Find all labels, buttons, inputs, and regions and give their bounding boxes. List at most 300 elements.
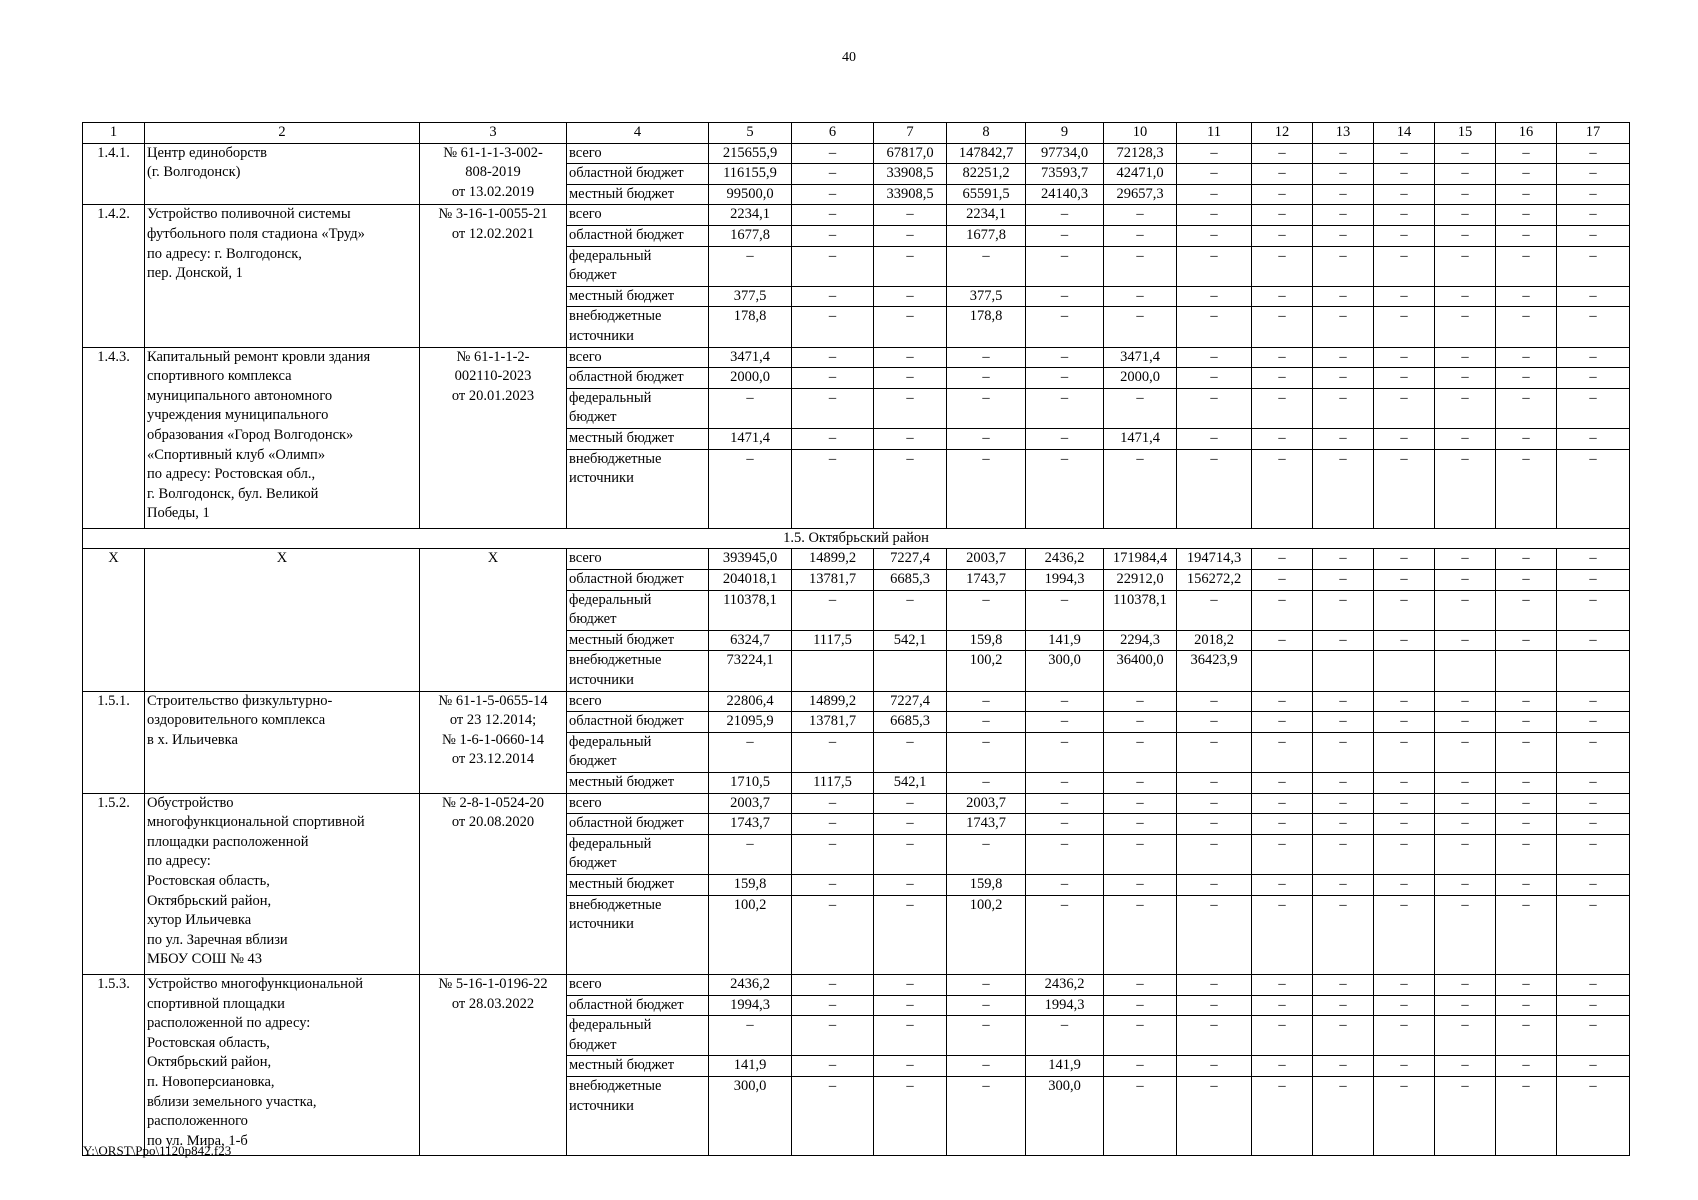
- value-cell: –: [1252, 225, 1313, 246]
- value-cell: –: [792, 732, 874, 772]
- text-line: областной бюджет: [569, 713, 684, 730]
- value-cell: –: [874, 449, 947, 528]
- text-line: футбольного поля стадиона «Труд»: [147, 225, 365, 242]
- text-line: № 5-16-1-0196-22: [438, 975, 548, 992]
- value-cell: –: [874, 874, 947, 895]
- value-cell: 36400,0: [1104, 651, 1177, 691]
- value-cell: –: [1313, 712, 1374, 733]
- text-line: областной бюджет: [569, 996, 684, 1013]
- value-cell: –: [1104, 974, 1177, 995]
- text-line: бюджет: [569, 409, 617, 426]
- funding-source: [567, 814, 709, 835]
- value-cell: –: [1435, 164, 1496, 185]
- value-cell: 116155,9: [709, 164, 792, 185]
- value-cell: –: [947, 449, 1026, 528]
- value-cell: –: [1435, 793, 1496, 814]
- value-cell: –: [1252, 549, 1313, 570]
- value-cell: –: [1435, 570, 1496, 591]
- value-cell: –: [792, 388, 874, 428]
- value-cell: –: [1104, 712, 1177, 733]
- value-cell: –: [1252, 1056, 1313, 1077]
- text-line: п. Новоперсиановка,: [147, 1073, 275, 1090]
- value-cell: –: [947, 590, 1026, 630]
- text-line: источники: [569, 470, 634, 487]
- table-row: [83, 143, 1630, 164]
- text-line: местный бюджет: [569, 1057, 675, 1074]
- funding-source: [567, 651, 709, 691]
- value-cell: –: [1557, 246, 1630, 286]
- value-cell: –: [1177, 428, 1252, 449]
- value-cell: –: [1435, 814, 1496, 835]
- value-cell: 1677,8: [709, 225, 792, 246]
- value-cell: 2436,2: [1026, 974, 1104, 995]
- item-number: X: [83, 549, 145, 691]
- value-cell: –: [1104, 205, 1177, 226]
- value-cell: –: [792, 1016, 874, 1056]
- item-name: [145, 347, 420, 528]
- value-cell: –: [1374, 630, 1435, 651]
- value-cell: –: [1557, 712, 1630, 733]
- text-line: федеральный: [569, 389, 652, 406]
- value-cell: 24140,3: [1026, 184, 1104, 205]
- value-cell: –: [874, 388, 947, 428]
- value-cell: 147842,7: [947, 143, 1026, 164]
- text-line: в х. Ильичевка: [147, 731, 238, 748]
- value-cell: 178,8: [947, 307, 1026, 347]
- value-cell: –: [1313, 1016, 1374, 1056]
- value-cell: –: [1177, 1076, 1252, 1155]
- value-cell: –: [1177, 307, 1252, 347]
- value-cell: 542,1: [874, 630, 947, 651]
- value-cell: –: [1496, 164, 1557, 185]
- value-cell: –: [792, 874, 874, 895]
- value-cell: –: [1557, 368, 1630, 389]
- value-cell: –: [1557, 205, 1630, 226]
- text-line: источники: [569, 1097, 634, 1114]
- text-line: площадки расположенной: [147, 833, 309, 850]
- value-cell: –: [1252, 570, 1313, 591]
- value-cell: –: [1177, 143, 1252, 164]
- page-number: 40: [842, 50, 856, 65]
- value-cell: –: [1177, 995, 1252, 1016]
- value-cell: –: [1496, 347, 1557, 368]
- value-cell: –: [874, 974, 947, 995]
- column-header: 11: [1177, 123, 1252, 144]
- value-cell: –: [947, 388, 1026, 428]
- value-cell: –: [1557, 773, 1630, 794]
- funding-source: [567, 874, 709, 895]
- value-cell: –: [792, 246, 874, 286]
- column-header: 2: [145, 123, 420, 144]
- value-cell: –: [1557, 1016, 1630, 1056]
- text-line: от 23.12.2014: [451, 751, 535, 768]
- value-cell: –: [1374, 307, 1435, 347]
- section-row: [83, 528, 1630, 549]
- value-cell: –: [1252, 428, 1313, 449]
- column-header: 12: [1252, 123, 1313, 144]
- value-cell: –: [1252, 691, 1313, 712]
- value-cell: –: [1496, 570, 1557, 591]
- text-line: федеральный: [569, 591, 652, 608]
- value-cell: 72128,3: [1104, 143, 1177, 164]
- value-cell: –: [1557, 184, 1630, 205]
- value-cell: –: [1435, 368, 1496, 389]
- text-line: 002110-2023: [454, 368, 532, 385]
- value-cell: –: [1557, 225, 1630, 246]
- funding-source: [567, 895, 709, 974]
- table-row: [83, 974, 1630, 995]
- value-cell: –: [1026, 347, 1104, 368]
- value-cell: –: [1252, 184, 1313, 205]
- value-cell: 2003,7: [947, 549, 1026, 570]
- value-cell: –: [792, 995, 874, 1016]
- value-cell: [1313, 651, 1374, 691]
- value-cell: –: [1496, 995, 1557, 1016]
- column-header: 17: [1557, 123, 1630, 144]
- value-cell: –: [1496, 225, 1557, 246]
- funding-source: [567, 773, 709, 794]
- value-cell: –: [874, 225, 947, 246]
- value-cell: –: [1252, 1076, 1313, 1155]
- item-name: [145, 974, 420, 1155]
- value-cell: –: [947, 773, 1026, 794]
- value-cell: –: [1557, 691, 1630, 712]
- text-line: по адресу: Ростовская обл.,: [147, 466, 316, 483]
- value-cell: –: [1557, 307, 1630, 347]
- value-cell: 14899,2: [792, 691, 874, 712]
- value-cell: –: [1313, 449, 1374, 528]
- value-cell: –: [1252, 793, 1313, 814]
- funding-source: [567, 1076, 709, 1155]
- value-cell: –: [1313, 549, 1374, 570]
- funding-source: [567, 164, 709, 185]
- value-cell: –: [1104, 388, 1177, 428]
- value-cell: 1994,3: [1026, 570, 1104, 591]
- value-cell: 178,8: [709, 307, 792, 347]
- text-line: № 2-8-1-0524-20: [441, 794, 545, 811]
- value-cell: –: [1557, 286, 1630, 307]
- text-line: МБОУ СОШ № 43: [147, 951, 263, 968]
- funding-source: [567, 246, 709, 286]
- value-cell: –: [1557, 428, 1630, 449]
- funding-source: [567, 590, 709, 630]
- value-cell: –: [874, 347, 947, 368]
- text-line: спортивной площадки: [147, 995, 285, 1012]
- value-cell: –: [1177, 1016, 1252, 1056]
- value-cell: 300,0: [1026, 651, 1104, 691]
- value-cell: 33908,5: [874, 164, 947, 185]
- text-line: внебюджетные: [569, 896, 662, 913]
- value-cell: 2003,7: [709, 793, 792, 814]
- value-cell: 141,9: [1026, 630, 1104, 651]
- value-cell: –: [1435, 143, 1496, 164]
- value-cell: –: [1435, 1016, 1496, 1056]
- column-header: 14: [1374, 123, 1435, 144]
- table-row: [83, 549, 1630, 570]
- value-cell: 67817,0: [874, 143, 947, 164]
- column-header: 4: [567, 123, 709, 144]
- value-cell: –: [1374, 205, 1435, 226]
- value-cell: 29657,3: [1104, 184, 1177, 205]
- text-line: внебюджетные: [569, 450, 662, 467]
- value-cell: –: [792, 834, 874, 874]
- value-cell: –: [1374, 184, 1435, 205]
- value-cell: 141,9: [709, 1056, 792, 1077]
- document-reference: [420, 793, 567, 974]
- value-cell: –: [1252, 164, 1313, 185]
- value-cell: –: [1177, 834, 1252, 874]
- funding-source: [567, 793, 709, 814]
- value-cell: –: [1177, 974, 1252, 995]
- item-name: [145, 793, 420, 974]
- value-cell: –: [1104, 449, 1177, 528]
- value-cell: 2294,3: [1104, 630, 1177, 651]
- column-header: 6: [792, 123, 874, 144]
- text-line: местный бюджет: [569, 429, 675, 446]
- text-line: местный бюджет: [569, 774, 675, 790]
- value-cell: 82251,2: [947, 164, 1026, 185]
- column-header-row: [83, 123, 1630, 144]
- value-cell: 21095,9: [709, 712, 792, 733]
- value-cell: 1117,5: [792, 773, 874, 794]
- value-cell: –: [1177, 347, 1252, 368]
- section-title: 1.5. Октябрьский район: [83, 528, 1630, 549]
- text-line: расположенной по адресу:: [147, 1015, 311, 1032]
- value-cell: –: [1374, 590, 1435, 630]
- value-cell: 7227,4: [874, 691, 947, 712]
- funding-source: [567, 549, 709, 570]
- value-cell: –: [1435, 549, 1496, 570]
- value-cell: –: [1177, 590, 1252, 630]
- value-cell: –: [1374, 874, 1435, 895]
- column-header: 5: [709, 123, 792, 144]
- value-cell: 13781,7: [792, 712, 874, 733]
- value-cell: –: [1026, 449, 1104, 528]
- value-cell: –: [1313, 164, 1374, 185]
- value-cell: –: [1435, 773, 1496, 794]
- value-cell: –: [1252, 1016, 1313, 1056]
- text-line: образования «Город Волгодонск»: [147, 426, 354, 443]
- value-cell: 171984,4: [1104, 549, 1177, 570]
- value-cell: –: [1435, 874, 1496, 895]
- text-line: хутор Ильичевка: [147, 912, 252, 929]
- value-cell: –: [792, 225, 874, 246]
- text-line: всего: [569, 550, 602, 567]
- value-cell: –: [1435, 388, 1496, 428]
- value-cell: –: [1557, 570, 1630, 591]
- value-cell: –: [1374, 691, 1435, 712]
- value-cell: 14899,2: [792, 549, 874, 570]
- item-name: [145, 205, 420, 347]
- column-header: 16: [1496, 123, 1557, 144]
- value-cell: –: [947, 347, 1026, 368]
- value-cell: –: [709, 834, 792, 874]
- value-cell: –: [1496, 590, 1557, 630]
- value-cell: –: [1313, 368, 1374, 389]
- value-cell: –: [874, 590, 947, 630]
- value-cell: –: [1374, 143, 1435, 164]
- value-cell: –: [1252, 143, 1313, 164]
- value-cell: –: [1026, 428, 1104, 449]
- funding-source: [567, 974, 709, 995]
- funding-source: [567, 347, 709, 368]
- text-line: от 12.02.2021: [451, 225, 535, 242]
- value-cell: 204018,1: [709, 570, 792, 591]
- text-line: всего: [569, 348, 602, 365]
- text-line: всего: [569, 692, 602, 709]
- text-line: бюджет: [569, 267, 617, 284]
- value-cell: 2000,0: [1104, 368, 1177, 389]
- text-line: № 61-1-1-2-: [456, 348, 530, 365]
- value-cell: –: [1104, 1076, 1177, 1155]
- value-cell: –: [947, 995, 1026, 1016]
- value-cell: –: [1313, 225, 1374, 246]
- table-row: [83, 691, 1630, 712]
- value-cell: –: [1496, 691, 1557, 712]
- text-line: № 1-6-1-0660-14: [441, 731, 545, 748]
- value-cell: 1710,5: [709, 773, 792, 794]
- text-line: № 61-1-5-0655-14: [438, 692, 548, 709]
- value-cell: –: [1313, 691, 1374, 712]
- value-cell: [792, 651, 874, 691]
- value-cell: –: [1435, 246, 1496, 286]
- value-cell: –: [792, 814, 874, 835]
- value-cell: –: [792, 286, 874, 307]
- value-cell: –: [792, 164, 874, 185]
- value-cell: 1471,4: [709, 428, 792, 449]
- item-number: 1.4.1.: [83, 143, 145, 205]
- value-cell: 97734,0: [1026, 143, 1104, 164]
- text-line: от 28.03.2022: [451, 995, 535, 1012]
- value-cell: –: [1496, 428, 1557, 449]
- value-cell: 141,9: [1026, 1056, 1104, 1077]
- text-line: Победы, 1: [147, 505, 210, 522]
- value-cell: –: [1496, 286, 1557, 307]
- funding-source: [567, 307, 709, 347]
- value-cell: –: [1026, 368, 1104, 389]
- value-cell: –: [1026, 691, 1104, 712]
- value-cell: –: [1557, 590, 1630, 630]
- value-cell: –: [792, 1056, 874, 1077]
- value-cell: –: [1177, 368, 1252, 389]
- text-line: внебюджетные: [569, 308, 662, 325]
- value-cell: –: [947, 691, 1026, 712]
- value-cell: –: [1374, 449, 1435, 528]
- value-cell: –: [792, 143, 874, 164]
- column-header: 7: [874, 123, 947, 144]
- text-line: расположенного: [147, 1113, 248, 1130]
- column-header: 9: [1026, 123, 1104, 144]
- value-cell: 110378,1: [709, 590, 792, 630]
- value-cell: –: [1177, 814, 1252, 835]
- text-line: федеральный: [569, 247, 652, 264]
- value-cell: [1374, 651, 1435, 691]
- value-cell: –: [1177, 449, 1252, 528]
- value-cell: 7227,4: [874, 549, 947, 570]
- value-cell: –: [1496, 143, 1557, 164]
- value-cell: –: [1252, 307, 1313, 347]
- value-cell: –: [1435, 974, 1496, 995]
- text-line: учреждения муниципального: [147, 407, 329, 424]
- value-cell: 156272,2: [1177, 570, 1252, 591]
- value-cell: –: [1435, 225, 1496, 246]
- funding-source: [567, 143, 709, 164]
- value-cell: 2436,2: [709, 974, 792, 995]
- text-line: Устройство поливочной системы: [147, 206, 351, 223]
- document-reference: [420, 347, 567, 528]
- value-cell: –: [1496, 246, 1557, 286]
- value-cell: 2000,0: [709, 368, 792, 389]
- value-cell: –: [792, 347, 874, 368]
- table-row: [83, 793, 1630, 814]
- value-cell: –: [1026, 388, 1104, 428]
- value-cell: –: [1177, 286, 1252, 307]
- value-cell: –: [1177, 732, 1252, 772]
- value-cell: –: [1496, 974, 1557, 995]
- value-cell: –: [1557, 732, 1630, 772]
- value-cell: –: [1435, 449, 1496, 528]
- value-cell: 194714,3: [1177, 549, 1252, 570]
- value-cell: –: [1557, 1076, 1630, 1155]
- text-line: 808-2019: [465, 164, 521, 181]
- value-cell: –: [1557, 995, 1630, 1016]
- value-cell: –: [1252, 246, 1313, 286]
- value-cell: –: [1026, 307, 1104, 347]
- value-cell: –: [947, 834, 1026, 874]
- value-cell: –: [1177, 793, 1252, 814]
- value-cell: –: [1104, 814, 1177, 835]
- text-line: оздоровительного комплекса: [147, 712, 326, 729]
- text-line: Капитальный ремонт кровли здания: [147, 348, 371, 365]
- value-cell: –: [1374, 1016, 1435, 1056]
- text-line: всего: [569, 206, 602, 223]
- text-line: местный бюджет: [569, 185, 675, 202]
- value-cell: –: [1026, 793, 1104, 814]
- item-name: [145, 143, 420, 205]
- value-cell: 100,2: [947, 651, 1026, 691]
- text-line: федеральный: [569, 1017, 652, 1034]
- value-cell: 377,5: [947, 286, 1026, 307]
- value-cell: –: [1374, 834, 1435, 874]
- text-line: по адресу:: [147, 853, 211, 870]
- value-cell: 13781,7: [792, 570, 874, 591]
- value-cell: 2018,2: [1177, 630, 1252, 651]
- value-cell: –: [947, 974, 1026, 995]
- value-cell: –: [1104, 691, 1177, 712]
- document-reference: [420, 143, 567, 205]
- value-cell: –: [874, 793, 947, 814]
- value-cell: –: [1026, 814, 1104, 835]
- value-cell: –: [1252, 773, 1313, 794]
- value-cell: [1435, 651, 1496, 691]
- value-cell: –: [1177, 225, 1252, 246]
- value-cell: –: [1313, 286, 1374, 307]
- funding-source: [567, 184, 709, 205]
- table-row: [83, 347, 1630, 368]
- item-number: 1.4.3.: [83, 347, 145, 528]
- value-cell: –: [1104, 1016, 1177, 1056]
- text-line: всего: [569, 144, 602, 161]
- value-cell: –: [1374, 428, 1435, 449]
- column-header: 8: [947, 123, 1026, 144]
- column-header: 13: [1313, 123, 1374, 144]
- text-line: местный бюджет: [569, 631, 675, 648]
- value-cell: –: [792, 449, 874, 528]
- value-cell: –: [1026, 712, 1104, 733]
- value-cell: –: [1557, 793, 1630, 814]
- value-cell: 215655,9: [709, 143, 792, 164]
- value-cell: –: [1104, 895, 1177, 974]
